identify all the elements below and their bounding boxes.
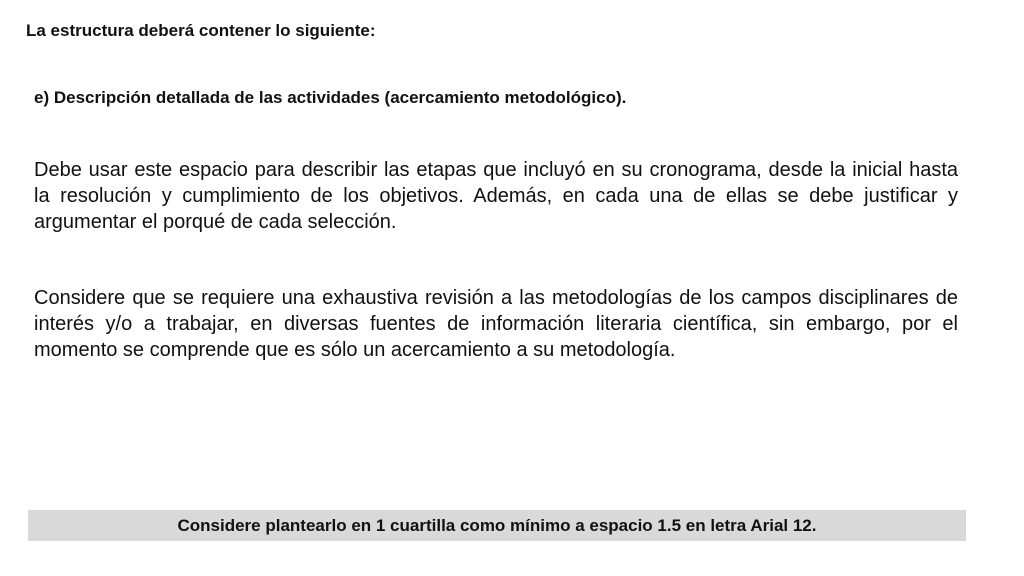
footer-note-bar xyxy=(28,510,966,541)
footer-note-text: Considere plantearlo en 1 cuartilla como mínimo a espacio 1.5 en letra Arial 12. xyxy=(177,515,817,535)
instructions-paragraph-methodology: Considere que se requiere una exhaustiva revisión a las metodologías de los campos disciplinares de interés y/o a trabajar, en diversas fuentes de información literaria científica, sin embargo, por el momento se comprende que es sólo un acercamiento a su metodología. xyxy=(34,287,958,361)
structure-heading: La estructura deberá contener lo siguiente: xyxy=(26,21,376,40)
section-e-heading: e) Descripción detallada de las actividades (acercamiento metodológico). xyxy=(34,88,627,107)
instructions-paragraph-stages: Debe usar este espacio para describir las etapas que incluyó en su cronograma, desde la inicial hasta la resolución y cumplimiento de los objetivos. Además, en cada una de ellas se debe justificar y argumentar el porqué de cada selección. xyxy=(34,159,958,233)
